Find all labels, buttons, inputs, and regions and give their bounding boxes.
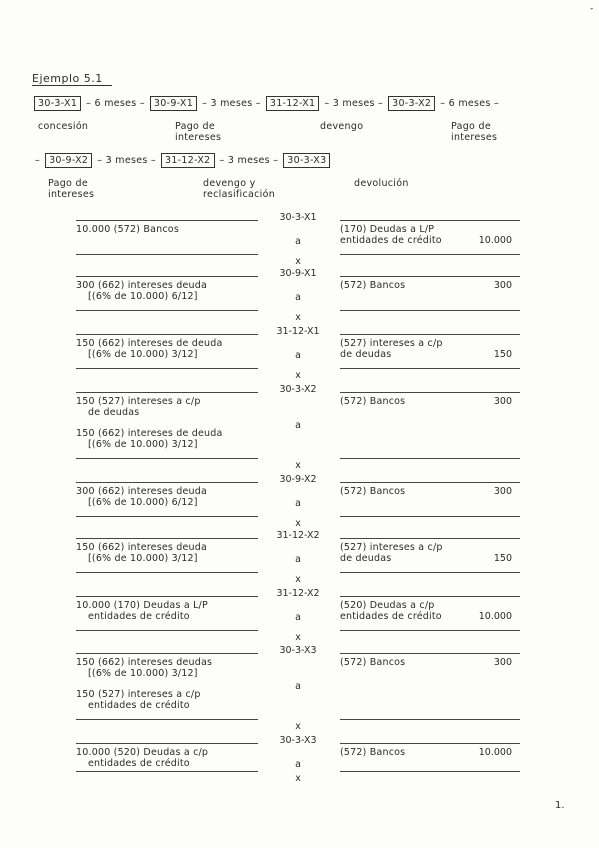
rule-line <box>340 719 520 720</box>
date-box: 31-12-X1 <box>266 96 320 111</box>
debit-side <box>76 338 256 360</box>
debit-line: entidades de crédito <box>88 700 190 711</box>
debit-side <box>76 224 256 235</box>
rule-line <box>76 276 258 277</box>
timeline-label: Pago de intereses <box>451 121 498 143</box>
a-mark: a <box>295 350 301 361</box>
x-mark: x <box>295 574 301 585</box>
debit-line: [(6% de 10.000) 3/12] <box>88 349 198 360</box>
rule-line <box>76 538 258 539</box>
rule-line <box>76 482 258 483</box>
rule-line <box>340 334 520 335</box>
entry-date: 30-9-X1 <box>279 268 317 279</box>
rule-line <box>340 276 520 277</box>
rule-line <box>76 743 258 744</box>
credit-line: (170) Deudas a L/P <box>340 224 435 235</box>
a-mark: a <box>295 292 301 303</box>
credit-side <box>340 600 460 622</box>
interval-text: – 3 meses – <box>202 98 261 109</box>
credit-amount: 300 <box>493 486 512 497</box>
debit-side <box>76 280 256 302</box>
journal-entry <box>0 588 599 644</box>
date-box: 30-3-X3 <box>283 153 330 168</box>
timeline-label: Pago de intereses <box>175 121 222 143</box>
entry-date: 30-9-X2 <box>279 474 317 485</box>
rule-line <box>340 596 520 597</box>
credit-side <box>340 657 460 668</box>
entry-date: 31-12-X1 <box>276 326 320 337</box>
debit-line: de deudas <box>88 407 140 418</box>
entry-date: 30-3-X3 <box>279 735 317 746</box>
credit-line: entidades de crédito <box>340 611 442 622</box>
rule-line <box>76 596 258 597</box>
rule-line <box>340 482 520 483</box>
credit-side <box>340 280 460 291</box>
x-mark: x <box>295 370 301 381</box>
debit-line: 300 (662) intereses deuda <box>76 280 208 291</box>
credit-amount: 150 <box>493 349 512 360</box>
title-underline <box>32 85 112 86</box>
entry-date: 30-3-X1 <box>279 212 317 223</box>
credit-side <box>340 396 460 407</box>
debit-line: 150 (662) intereses de deuda <box>76 338 223 349</box>
a-mark: a <box>295 759 301 770</box>
rule-line <box>76 458 258 459</box>
rule-line <box>340 254 520 255</box>
debit-line: [(6% de 10.000) 3/12] <box>88 668 198 679</box>
rule-line <box>76 653 258 654</box>
timeline-row-1 <box>32 96 502 111</box>
debit-side <box>76 657 256 711</box>
timeline-row-2 <box>32 153 332 168</box>
debit-line: 150 (527) intereses a c/p <box>76 396 201 407</box>
credit-line: (527) intereses a c/p <box>340 338 443 349</box>
a-mark: a <box>295 554 301 565</box>
debit-line: [(6% de 10.000) 3/12] <box>88 553 198 564</box>
timeline-label: devengo y reclasificación <box>203 178 276 200</box>
x-mark: x <box>295 721 301 732</box>
credit-side <box>340 338 460 360</box>
journal-entry <box>0 645 599 733</box>
journal-entry <box>0 384 599 472</box>
credit-amount: 10.000 <box>478 611 512 622</box>
entry-date: 30-3-X3 <box>279 645 317 656</box>
interval-text: – 6 meses – <box>440 98 500 109</box>
page-number: 1. <box>555 800 565 811</box>
debit-side <box>76 486 256 508</box>
journal-entry <box>0 268 599 324</box>
timeline-label: Pago de intereses <box>48 178 95 200</box>
credit-side <box>340 486 460 497</box>
debit-line: 10.000 (170) Deudas a L/P <box>76 600 208 611</box>
debit-line: 10.000 (572) Bancos <box>76 224 179 235</box>
entry-date: 31-12-X2 <box>276 530 320 541</box>
interval-text: – 3 meses – <box>97 155 156 166</box>
debit-side <box>76 542 256 564</box>
credit-side <box>340 747 460 758</box>
interval-text: – 3 meses – <box>219 155 279 166</box>
debit-line: 10.000 (520) Deudas a c/p <box>76 747 209 758</box>
rule-line <box>76 630 258 631</box>
x-mark: x <box>295 632 301 643</box>
entry-date: 31-12-X2 <box>276 588 320 599</box>
rule-line <box>340 220 520 221</box>
credit-amount: 10.000 <box>478 235 512 246</box>
page-title: Ejemplo 5.1 <box>32 72 103 85</box>
x-mark: x <box>295 312 301 323</box>
rule-line <box>340 771 520 772</box>
interval-text: – <box>35 155 41 166</box>
debit-line: entidades de crédito <box>88 611 190 622</box>
entry-date: 30-3-X2 <box>279 384 317 395</box>
rule-line <box>76 516 258 517</box>
x-mark: x <box>295 460 301 471</box>
debit-line: entidades de crédito <box>88 758 190 769</box>
credit-amount: 10.000 <box>478 747 512 758</box>
rule-line <box>76 572 258 573</box>
credit-line: (572) Bancos <box>340 657 406 668</box>
debit-side <box>76 747 256 769</box>
rule-line <box>340 630 520 631</box>
debit-line: 150 (662) intereses de deuda <box>76 428 223 439</box>
credit-side <box>340 542 460 564</box>
rule-line <box>340 516 520 517</box>
credit-side <box>340 224 460 246</box>
credit-amount: 300 <box>493 396 512 407</box>
credit-line: (520) Deudas a c/p <box>340 600 435 611</box>
debit-line: 150 (527) intereses a c/p <box>76 689 201 700</box>
x-mark: x <box>295 256 301 267</box>
x-mark: x <box>295 773 301 784</box>
rule-line <box>76 392 258 393</box>
corner-mark: - <box>590 4 594 14</box>
rule-line <box>340 743 520 744</box>
rule-line <box>340 572 520 573</box>
interval-text: – 3 meses – <box>324 98 384 109</box>
a-mark: a <box>295 681 301 692</box>
rule-line <box>340 653 520 654</box>
a-mark: a <box>295 236 301 247</box>
date-box: 30-3-X2 <box>388 96 435 111</box>
journal-entry <box>0 474 599 530</box>
x-mark: x <box>295 518 301 529</box>
rule-line <box>340 368 520 369</box>
rule-line <box>76 220 258 221</box>
debit-line: 150 (662) intereses deuda <box>76 542 208 553</box>
rule-line <box>76 368 258 369</box>
timeline-label: concesión <box>38 121 89 132</box>
rule-line <box>76 334 258 335</box>
a-mark: a <box>295 420 301 431</box>
interval-text: – 6 meses – <box>86 98 145 109</box>
journal-entry <box>0 326 599 382</box>
credit-amount: 150 <box>493 553 512 564</box>
journal-entry <box>0 530 599 586</box>
rule-line <box>76 719 258 720</box>
debit-side <box>76 600 256 622</box>
date-box: 31-12-X2 <box>161 153 215 168</box>
credit-line: de deudas <box>340 349 392 360</box>
credit-line: (527) intereses a c/p <box>340 542 443 553</box>
debit-line: [(6% de 10.000) 6/12] <box>88 291 198 302</box>
rule-line <box>76 254 258 255</box>
journal-entry <box>0 735 599 785</box>
date-box: 30-9-X1 <box>150 96 197 111</box>
date-box: 30-9-X2 <box>45 153 92 168</box>
credit-line: (572) Bancos <box>340 280 406 291</box>
credit-line: (572) Bancos <box>340 486 406 497</box>
rule-line <box>340 392 520 393</box>
debit-side <box>76 396 256 450</box>
rule-line <box>76 310 258 311</box>
credit-amount: 300 <box>493 280 512 291</box>
a-mark: a <box>295 498 301 509</box>
credit-line: de deudas <box>340 553 392 564</box>
credit-line: (572) Bancos <box>340 396 406 407</box>
rule-line <box>76 771 258 772</box>
debit-line: 300 (662) intereses deuda <box>76 486 208 497</box>
debit-line: [(6% de 10.000) 3/12] <box>88 439 198 450</box>
debit-line: [(6% de 10.000) 6/12] <box>88 497 198 508</box>
timeline-label: devengo <box>320 121 364 132</box>
a-mark: a <box>295 612 301 623</box>
timeline-label: devolución <box>354 178 409 189</box>
credit-line: (572) Bancos <box>340 747 406 758</box>
date-box: 30-3-X1 <box>34 96 81 111</box>
rule-line <box>340 538 520 539</box>
rule-line <box>340 310 520 311</box>
rule-line <box>340 458 520 459</box>
journal-entry <box>0 212 599 268</box>
credit-amount: 300 <box>493 657 512 668</box>
credit-line: entidades de crédito <box>340 235 442 246</box>
debit-line: 150 (662) intereses deudas <box>76 657 213 668</box>
